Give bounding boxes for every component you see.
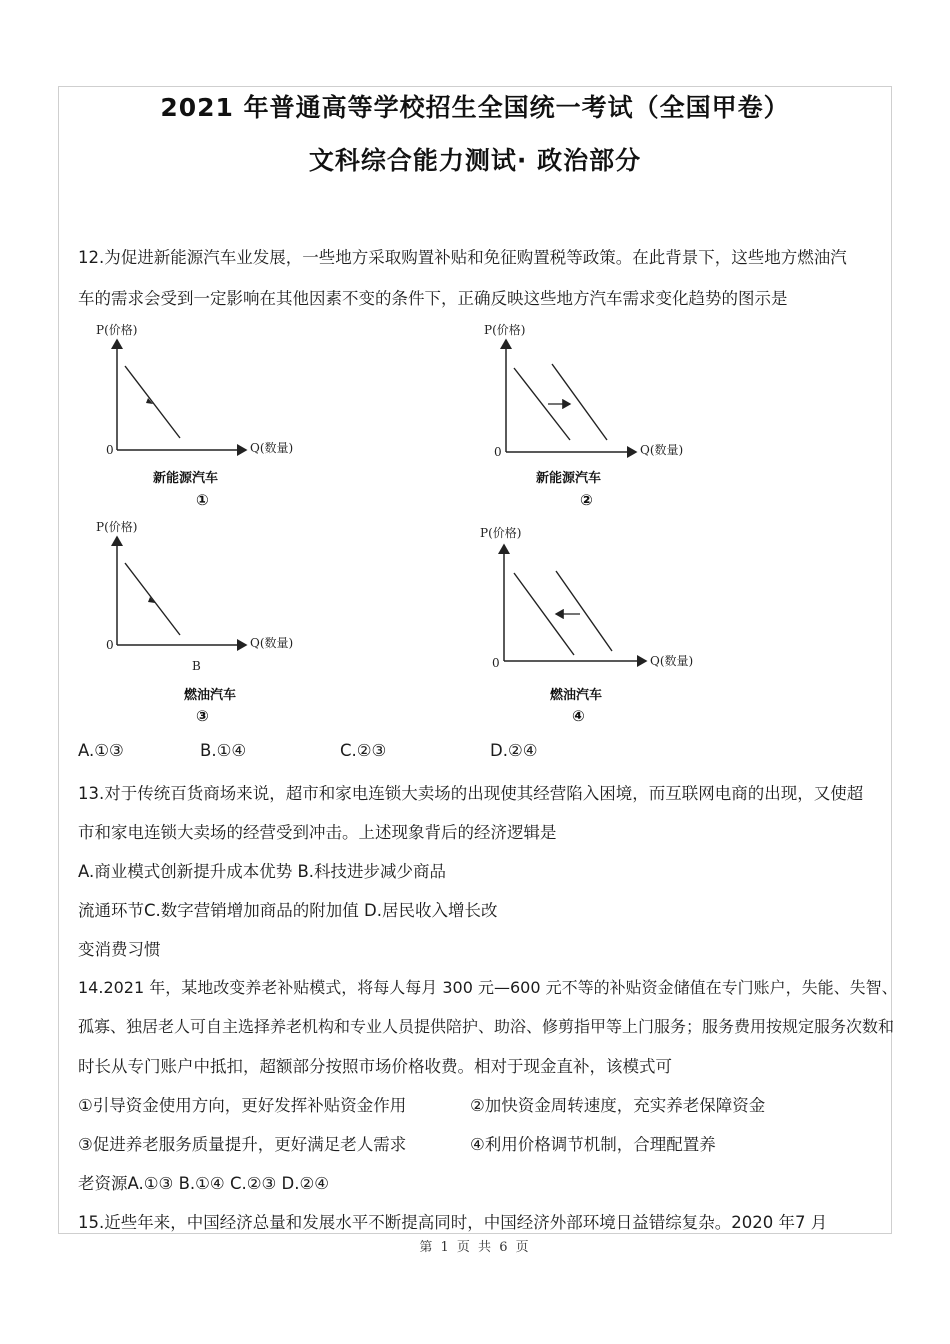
q14-line6: 老资源A.①③ B.①④ C.②③ D.②④ [78, 1174, 330, 1193]
graph-1 [88, 318, 318, 514]
q14-choice-3: ③促进养老服务质量提升，更好满足老人需求 [78, 1135, 407, 1154]
q12-option-a: A.①③ [78, 741, 124, 760]
q13-line5: 变消费习惯 [78, 940, 161, 959]
graph-2-y-label: P(价格) [484, 323, 526, 337]
graph-4-origin: 0 [492, 656, 500, 670]
graph-1-x-label: Q(数量) [250, 441, 294, 455]
graph-1-number: ① [196, 491, 209, 509]
q12-line1: 12.为促进新能源汽车业发展，一些地方采取购置补贴和免征购置税等政策。在此背景下，这些地方燃油汽 [78, 248, 847, 267]
graph-2-x-label: Q(数量) [640, 443, 684, 457]
graph-3 [88, 515, 318, 727]
q12-option-c: C.②③ [340, 741, 387, 760]
graph-4 [474, 515, 734, 727]
q14-choice-2: ②加快资金周转速度，充实养老保障资金 [470, 1096, 766, 1115]
q14-choice-4: ④利用价格调节机制，合理配置养 [470, 1135, 716, 1154]
q13-line3: A.商业模式创新提升成本优势 B.科技进步减少商品 [78, 862, 447, 881]
graph-2-number: ② [580, 491, 593, 509]
q13-line4: 流通环节C.数字营销增加商品的附加值 D.居民收入增长改 [78, 901, 498, 920]
graph-3-x-label: Q(数量) [250, 636, 294, 650]
graph-4-caption: 燃油汽车 [550, 688, 603, 703]
graph-4-y-label: P(价格) [480, 526, 522, 540]
q14-choice-1: ①引导资金使用方向，更好发挥补贴资金作用 [78, 1096, 407, 1115]
exam-title: 2021 年普通高等学校招生全国统一考试（全国甲卷） [160, 93, 790, 122]
graph-2-origin: 0 [494, 445, 502, 459]
q14-line3: 时长从专门账户中抵扣，超额部分按照市场价格收费。相对于现金直补，该模式可 [78, 1057, 672, 1076]
graph-3-demand-curve [125, 563, 180, 635]
q12-option-d: D.②④ [490, 741, 538, 760]
q14-line2: 孤寡、独居老人可自主选择养老机构和专业人员提供陪护、助浴、修剪指甲等上门服务；服务费用按规定服务次数和 [78, 1017, 895, 1036]
graph-4-curve-before [556, 571, 612, 651]
q13-line2: 市和家电连锁大卖场的经营受到冲击。上述现象背后的经济逻辑是 [78, 823, 557, 842]
graph-3-number: ③ [196, 707, 209, 725]
q15-line1: 15.近些年来，中国经济总量和发展水平不断提高同时，中国经济外部环境日益错综复杂。2020 年7 月 [78, 1213, 828, 1232]
graph-1-origin: 0 [106, 443, 114, 457]
graph-1-caption: 新能源汽车 [153, 471, 219, 486]
exam-subtitle: 文科综合能力测试· 政治部分 [308, 146, 642, 175]
q14-line1: 14.2021 年，某地改变养老补贴模式，将每人每月 300 元—600 元不等的补贴资金储值在专门账户，失能、失智、 [78, 978, 898, 997]
page-number: 第 1 页 共 6 页 [419, 1240, 531, 1255]
graph-3-y-label: P(价格) [96, 520, 138, 534]
q12-option-b: B.①④ [200, 741, 247, 760]
graph-3-origin: 0 [106, 638, 114, 652]
graph-4-number: ④ [572, 707, 585, 725]
graph-2-caption: 新能源汽车 [536, 471, 602, 486]
graph-3-extra-label: B [192, 659, 201, 673]
q13-line1: 13.对于传统百货商场来说，超市和家电连锁大卖场的出现使其经营陷入困境，而互联网电商的出现，又使超 [78, 784, 864, 803]
graph-4-x-label: Q(数量) [650, 654, 694, 668]
graph-1-y-label: P(价格) [96, 323, 138, 337]
graph-2 [474, 318, 724, 514]
graph-1-demand-curve [125, 366, 180, 438]
graph-3-caption: 燃油汽车 [184, 688, 237, 703]
q12-line2: 车的需求会受到一定影响在其他因素不变的条件下，正确反映这些地方汽车需求变化趋势的图示是 [78, 289, 788, 308]
